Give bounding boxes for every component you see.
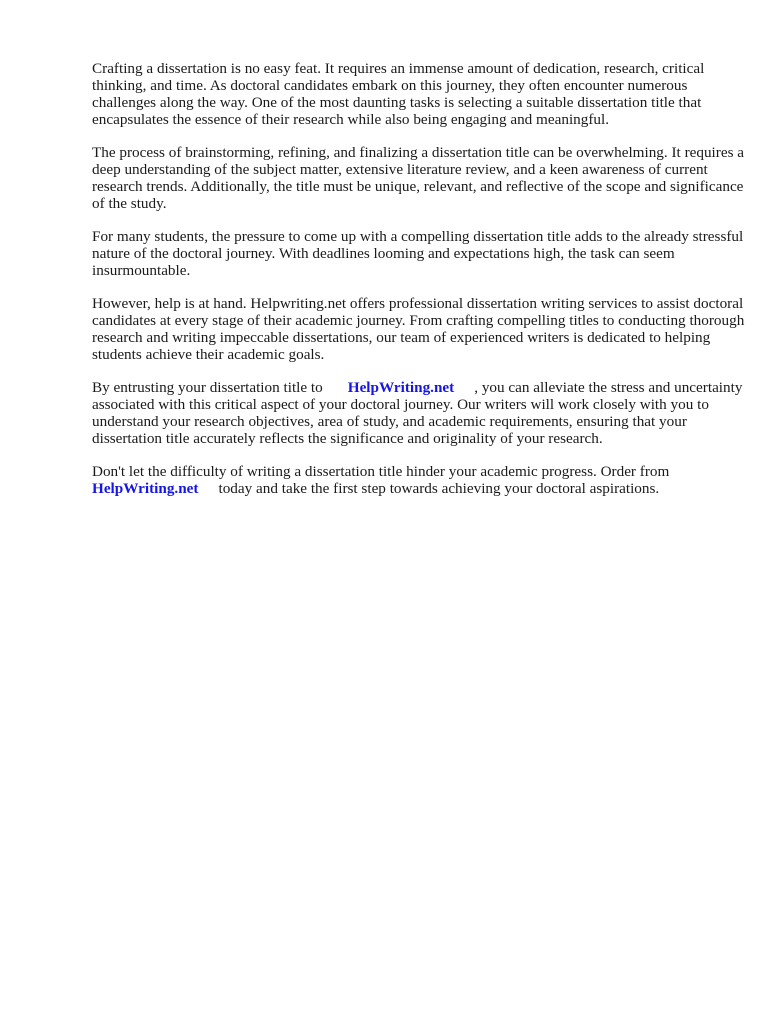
paragraph-pressure: For many students, the pressure to come up with a compelling dissertation title adds to the already stressful nature of the doctoral journey. With deadlines looming and expectations high, the task can seem insurmountable.	[92, 228, 744, 279]
paragraph-entrusting-after: , you can alleviate the stress and uncertainty associated with this critical aspect of your doctoral journey. Our writers will work closely with you to understand your research objectives, area of study, and academic requirements, ensuring that your dissertation title accurately reflects the significance and originality of your research.	[92, 379, 743, 447]
paragraph-intro: Crafting a dissertation is no easy feat. It requires an immense amount of dedication, research, critical thinking, and time. As doctoral candidates embark on this journey, they often encounter numerous challenges along the way. One of the most daunting tasks is selecting a suitable dissertation title that encapsulates the essence of their research while also being engaging and meaningful.	[92, 60, 705, 128]
paragraph-order	[92, 463, 752, 497]
helpwriting-link[interactable]: HelpWriting.net	[347, 379, 455, 396]
paragraph-order-before: Don't let the difficulty of writing a dissertation title hinder your academic progress. Order from	[92, 463, 670, 480]
document-body	[92, 60, 752, 513]
paragraph-help: However, help is at hand. Helpwriting.net offers professional dissertation writing services to assist doctoral candidates at every stage of their academic journey. From crafting compelling titles to conducting thorough research and writing impeccable dissertations, our team of experienced writers is dedicated to helping students achieve their academic goals.	[92, 295, 745, 363]
helpwriting-link-order[interactable]: HelpWriting.net	[92, 480, 199, 497]
paragraph-entrusting-before: By entrusting your dissertation title to	[92, 379, 323, 396]
paragraph-process: The process of brainstorming, refining, and finalizing a dissertation title can be overwhelming. It requires a deep understanding of the subject matter, extensive literature review, and a keen awareness of current research trends. Additionally, the title must be unique, relevant, and reflective of the scope and significance of the study.	[92, 144, 745, 212]
paragraph-entrusting	[92, 379, 752, 447]
paragraph-order-after: today and take the first step towards achieving your doctoral aspirations.	[218, 480, 660, 497]
